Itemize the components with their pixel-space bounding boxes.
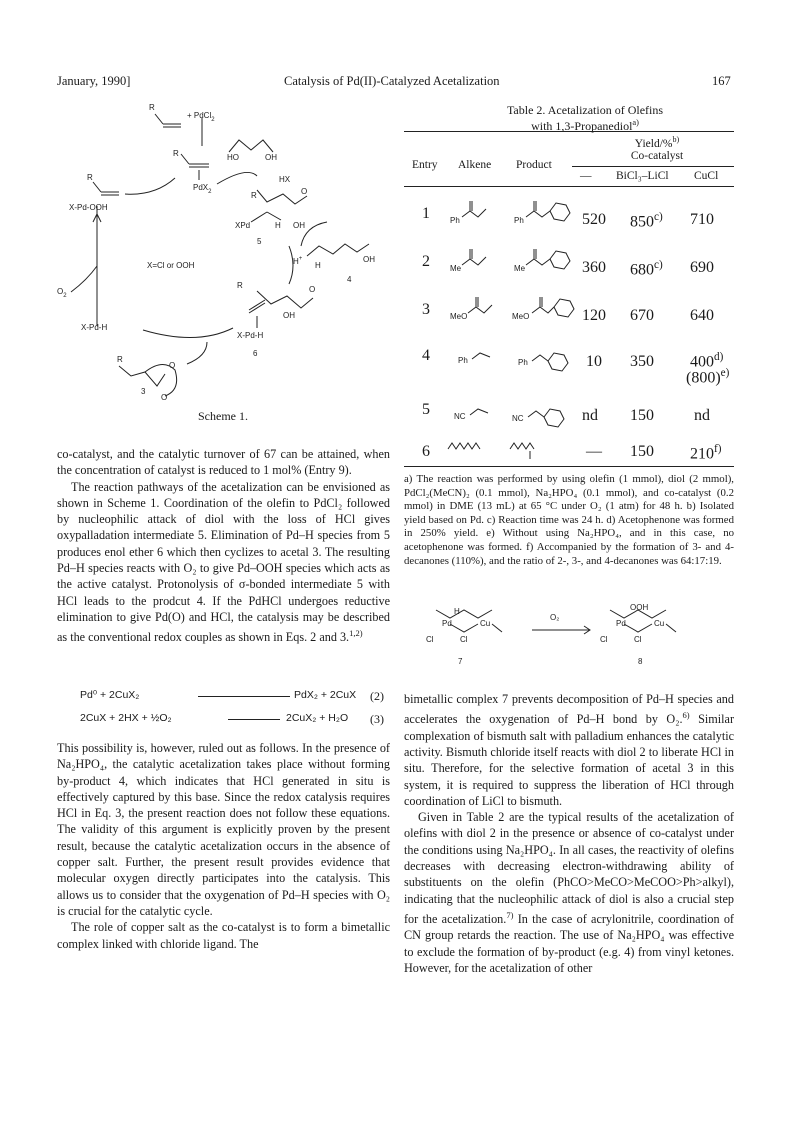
row1-bicl: 850$^{c)}$ [630,211,663,231]
complex8-cl2: Cl [634,635,642,644]
scheme-pdx2: PdX$_2$ [193,183,212,195]
row2-cucl: 690 [690,259,714,276]
th-none: — [580,170,592,182]
row6-cucl: 210$^{f)}$ [690,443,722,463]
header-left: January, 1990] [57,74,131,88]
row1-none: 520 [582,211,606,228]
scheme-o4: O [169,361,176,370]
scheme-r1: R [149,103,155,112]
scheme-h1: H [275,221,281,230]
row1-product-label: Ph [514,216,524,225]
eq2-arrow [198,696,290,697]
row2-entry: 2 [422,253,430,270]
complex7-pd: Pd [442,619,452,628]
scheme-o1: O [301,187,308,196]
row3-cucl: 640 [690,307,714,324]
row5-cucl: nd [694,407,710,424]
scheme-r5: R [237,281,243,290]
row4-alkene-label: Ph [458,356,468,365]
row2-alkene-label: Me [450,264,462,273]
th-alkene: Alkene [458,159,492,171]
scheme-xcl: X=Cl or OOH [147,261,195,270]
complex8-cu: Cu [654,619,665,628]
table-footnote-text: a) The reaction was performed by using olefin (1 mmol), diol (2 mmol), PdCl₂(MeCN)₂ (0.1 mmol), Na₂HPO₄ (0.1 mmol), and co-catalyst (0.2 mmol) in DME (13 mL) at 65 °C under O₂ (1 atm) for 48 h. b) Isolated yield based on Pd. c) Reaction time was 24 h. d) Acetophenone was formed in 250% yield. e) Without using Na₂HPO₄, and in this case, no acetophenone was formed. f) Accompanied by the formation of 3- and 4-decanones (110%), and the ratio of 2-, 3-, and 4-decanones was 64:17:19. [404,473,734,567]
scheme-o3: O [309,285,316,294]
left-para-1: co-catalyst, and the catalytic turnover of 67 can be attained, when the concentration of catalyst is reduced to 1 mol% (Entry 9). [57,447,390,478]
right-para-1: bimetallic complex 7 prevents decomposition of Pd–H species and accelerates the oxygenation of Pd–H bond by O₂.$^{6)}$ Similar complexation of bismuth salt with palladium enhances the catalytic activity. Bismuth chloride itself reacts with diol 2 to liberate HCl in situ. Therefore, for the selective formation of acetal 3 in this system, it is required to suppress the liberation of HCl through coordination of LiCl to bismuth. [404,692,735,808]
scheme-oh3: OH [363,255,375,264]
header-title: Catalysis of Pd(II)-Catalyzed Acetalization [284,74,500,88]
scheme-hplus: H+ [293,256,303,266]
right-column [404,691,734,976]
scheme-oh: OH [265,153,277,162]
row5-bicl: 150 [630,407,654,424]
row5-none: nd [582,407,598,424]
complex8-cl1: Cl [600,635,608,644]
row2-bicl: 680$^{c)}$ [630,259,663,279]
eq2-right: PdX₂ + 2CuX [294,689,357,701]
row2-product-label: Me [514,264,526,273]
row4-entry: 4 [422,347,430,364]
scheme-xpdooh: X-Pd-OOH [69,203,108,212]
complex-o2: O₂ [550,613,560,622]
left-column-bottom [57,740,390,952]
left-para-4: The role of copper salt as the co-catalyst is to form a bimetallic complex linked with chloride ligand. The [57,920,390,951]
scheme-1-diagram [57,96,387,402]
scheme-r2: R [173,149,179,158]
complex-n7: 7 [458,657,463,666]
scheme-hx: HX [279,175,291,184]
row3-bicl: 670 [630,307,654,324]
complex-diagram [420,604,720,670]
scheme-o2: $O_2$ [57,287,67,299]
scheme-h2: H [315,261,321,270]
complex7-h: H [454,607,460,616]
table-title [460,103,710,134]
table-structures [404,191,579,461]
row3-entry: 3 [422,301,430,318]
row1-alkene-label: Ph [450,216,460,225]
scheme-r4: R [251,191,257,200]
row3-alkene-label: MeO [450,312,468,321]
row4-bicl: 350 [630,353,654,370]
left-para-3: This possibility is, however, ruled out as follows. In the presence of Na₂HPO₄, the catalytic acetalization takes place without forming by-product 4, which indicates that HCl generated in situ is effectively captured by this base. Since the redox catalysis requires HCl in Eq. 3, the present reaction does not follow these equations. The validity of this argument is explicitly proven by the present result, because the catalytic acetalization occurs in the absence of copper salt. Further, the present result provides evidence that molecular oxygen directly participates into the catalysis. This allows us to consider that the oxygenation of Pd–H species with O₂ is crucial for the catalytic cycle. [57,741,390,918]
scheme-r3: R [87,173,93,182]
scheme-n3: 3 [141,387,146,396]
row2-none: 360 [582,259,606,276]
eq3-right: 2CuX₂ + H₂O [286,712,349,724]
scheme-ho: HO [227,153,239,162]
th-cocatalyst: Co-catalyst [630,150,684,162]
scheme-xpdh: X-Pd-H [81,323,108,332]
eq3-arrow [228,719,280,720]
complex7-cu: Cu [480,619,491,628]
eq3-left: 2CuX + 2HX + ½O₂ [80,712,172,724]
complex7-cl2: Cl [460,635,468,644]
row4-none: 10 [586,353,602,370]
row6-entry: 6 [422,443,430,460]
th-cucl: CuCl [694,170,719,182]
row1-cucl: 710 [690,211,714,228]
table-title-line2: with 1,3-Propanediol$^{a)}$ [531,118,639,133]
scheme-n6: 6 [253,349,258,358]
table-title-line1: Table 2. Acetalization of Olefins [506,103,664,117]
row4-cucl-alt: $(800)^{e)}$ [686,367,730,387]
complex8-pd: Pd [616,619,626,628]
row4-product-label: Ph [518,358,528,367]
th-yield: Yield/%$^{b)}$ [634,135,680,150]
th-product: Product [516,159,552,171]
scheme-o5: O [161,393,168,402]
table-2 [404,131,734,467]
scheme-xpdh2: X-Pd-H [237,331,264,340]
scheme-n5: 5 [257,237,262,246]
left-para-2: The reaction pathways of the acetalization can be envisioned as shown in Scheme 1. Coordination of the olefin to PdCl₂ followed by nucleophilic attack of diol with the loss of HCl gives oxypalladation intermediate 5. Elimination of Pd–H species from 5 produces enol ether 6 which then cyclizes to acetal 3. The resulting Pd–H species reacts with O₂ to give Pd–OOH species which acts as the active catalyst. Protonolysis of σ-bonded intermediate 5 with HCl leads to the prodcut 4. If the PdHCl undergoes reductive elimination to give Pd(O) and HCl, the catalysis may be described as the conventional redox couples as shown in Eqs. 2 and 3.$^{1,2)}$ [57,479,390,645]
row1-entry: 1 [422,205,430,222]
scheme-oh2: OH [293,221,305,230]
row6-bicl: 150 [630,443,654,460]
equation-2 [80,689,390,701]
eq2-number: (2) [370,689,384,703]
row5-product-label: NC [512,414,524,423]
complex8-ooh: OOH [630,603,649,612]
row3-none: 120 [582,307,606,324]
page-number: 167 [712,74,731,88]
eq3-number: (3) [370,712,384,726]
complex7-cl1: Cl [426,635,434,644]
equation-3 [80,712,390,724]
scheme-r6: R [117,355,123,364]
left-column [57,446,390,646]
row5-entry: 5 [422,401,430,418]
row5-alkene-label: NC [454,412,466,421]
complex-n8: 8 [638,657,643,666]
eq2-left: Pd⁰ + 2CuX₂ [80,689,140,701]
scheme-caption: Scheme 1. [198,409,248,423]
scheme-xpd: XPd [235,221,251,230]
th-bicl: BiCl₃–LiCl [616,170,669,182]
row4-cucl: 400$^{d)}$ [690,351,724,371]
scheme-pdcl2: + PdCl$_2$ [187,111,215,123]
scheme-n4: 4 [347,275,352,284]
row3-product-label: MeO [512,312,530,321]
table-footnote [404,473,734,568]
th-entry: Entry [412,159,438,171]
scheme-oh4: OH [283,311,295,320]
row6-none: — [586,443,602,460]
right-para-2: Given in Table 2 are the typical results of the acetalization of olefins with diol 2 in the presence or absence of co-catalyst under the conditions using Na₂HPO₄. In all cases, the reactivity of olefins decreases with decreasing electron-withdrawing ability of substituents on the olefin (PhCO>MeCO>MeCOO>Ph>alkyl), indicating that the nucleophilic attack of diol is also a crucial step for the acetalization.$^{7)}$ In the case of acrylonitrile, coordination of CN group retards the reaction. The use of Na₂HPO₄ was effective to exclude the formation of by-product (e.g. 4) from vinyl ketones. However, for the acetalization of other [404,810,734,975]
